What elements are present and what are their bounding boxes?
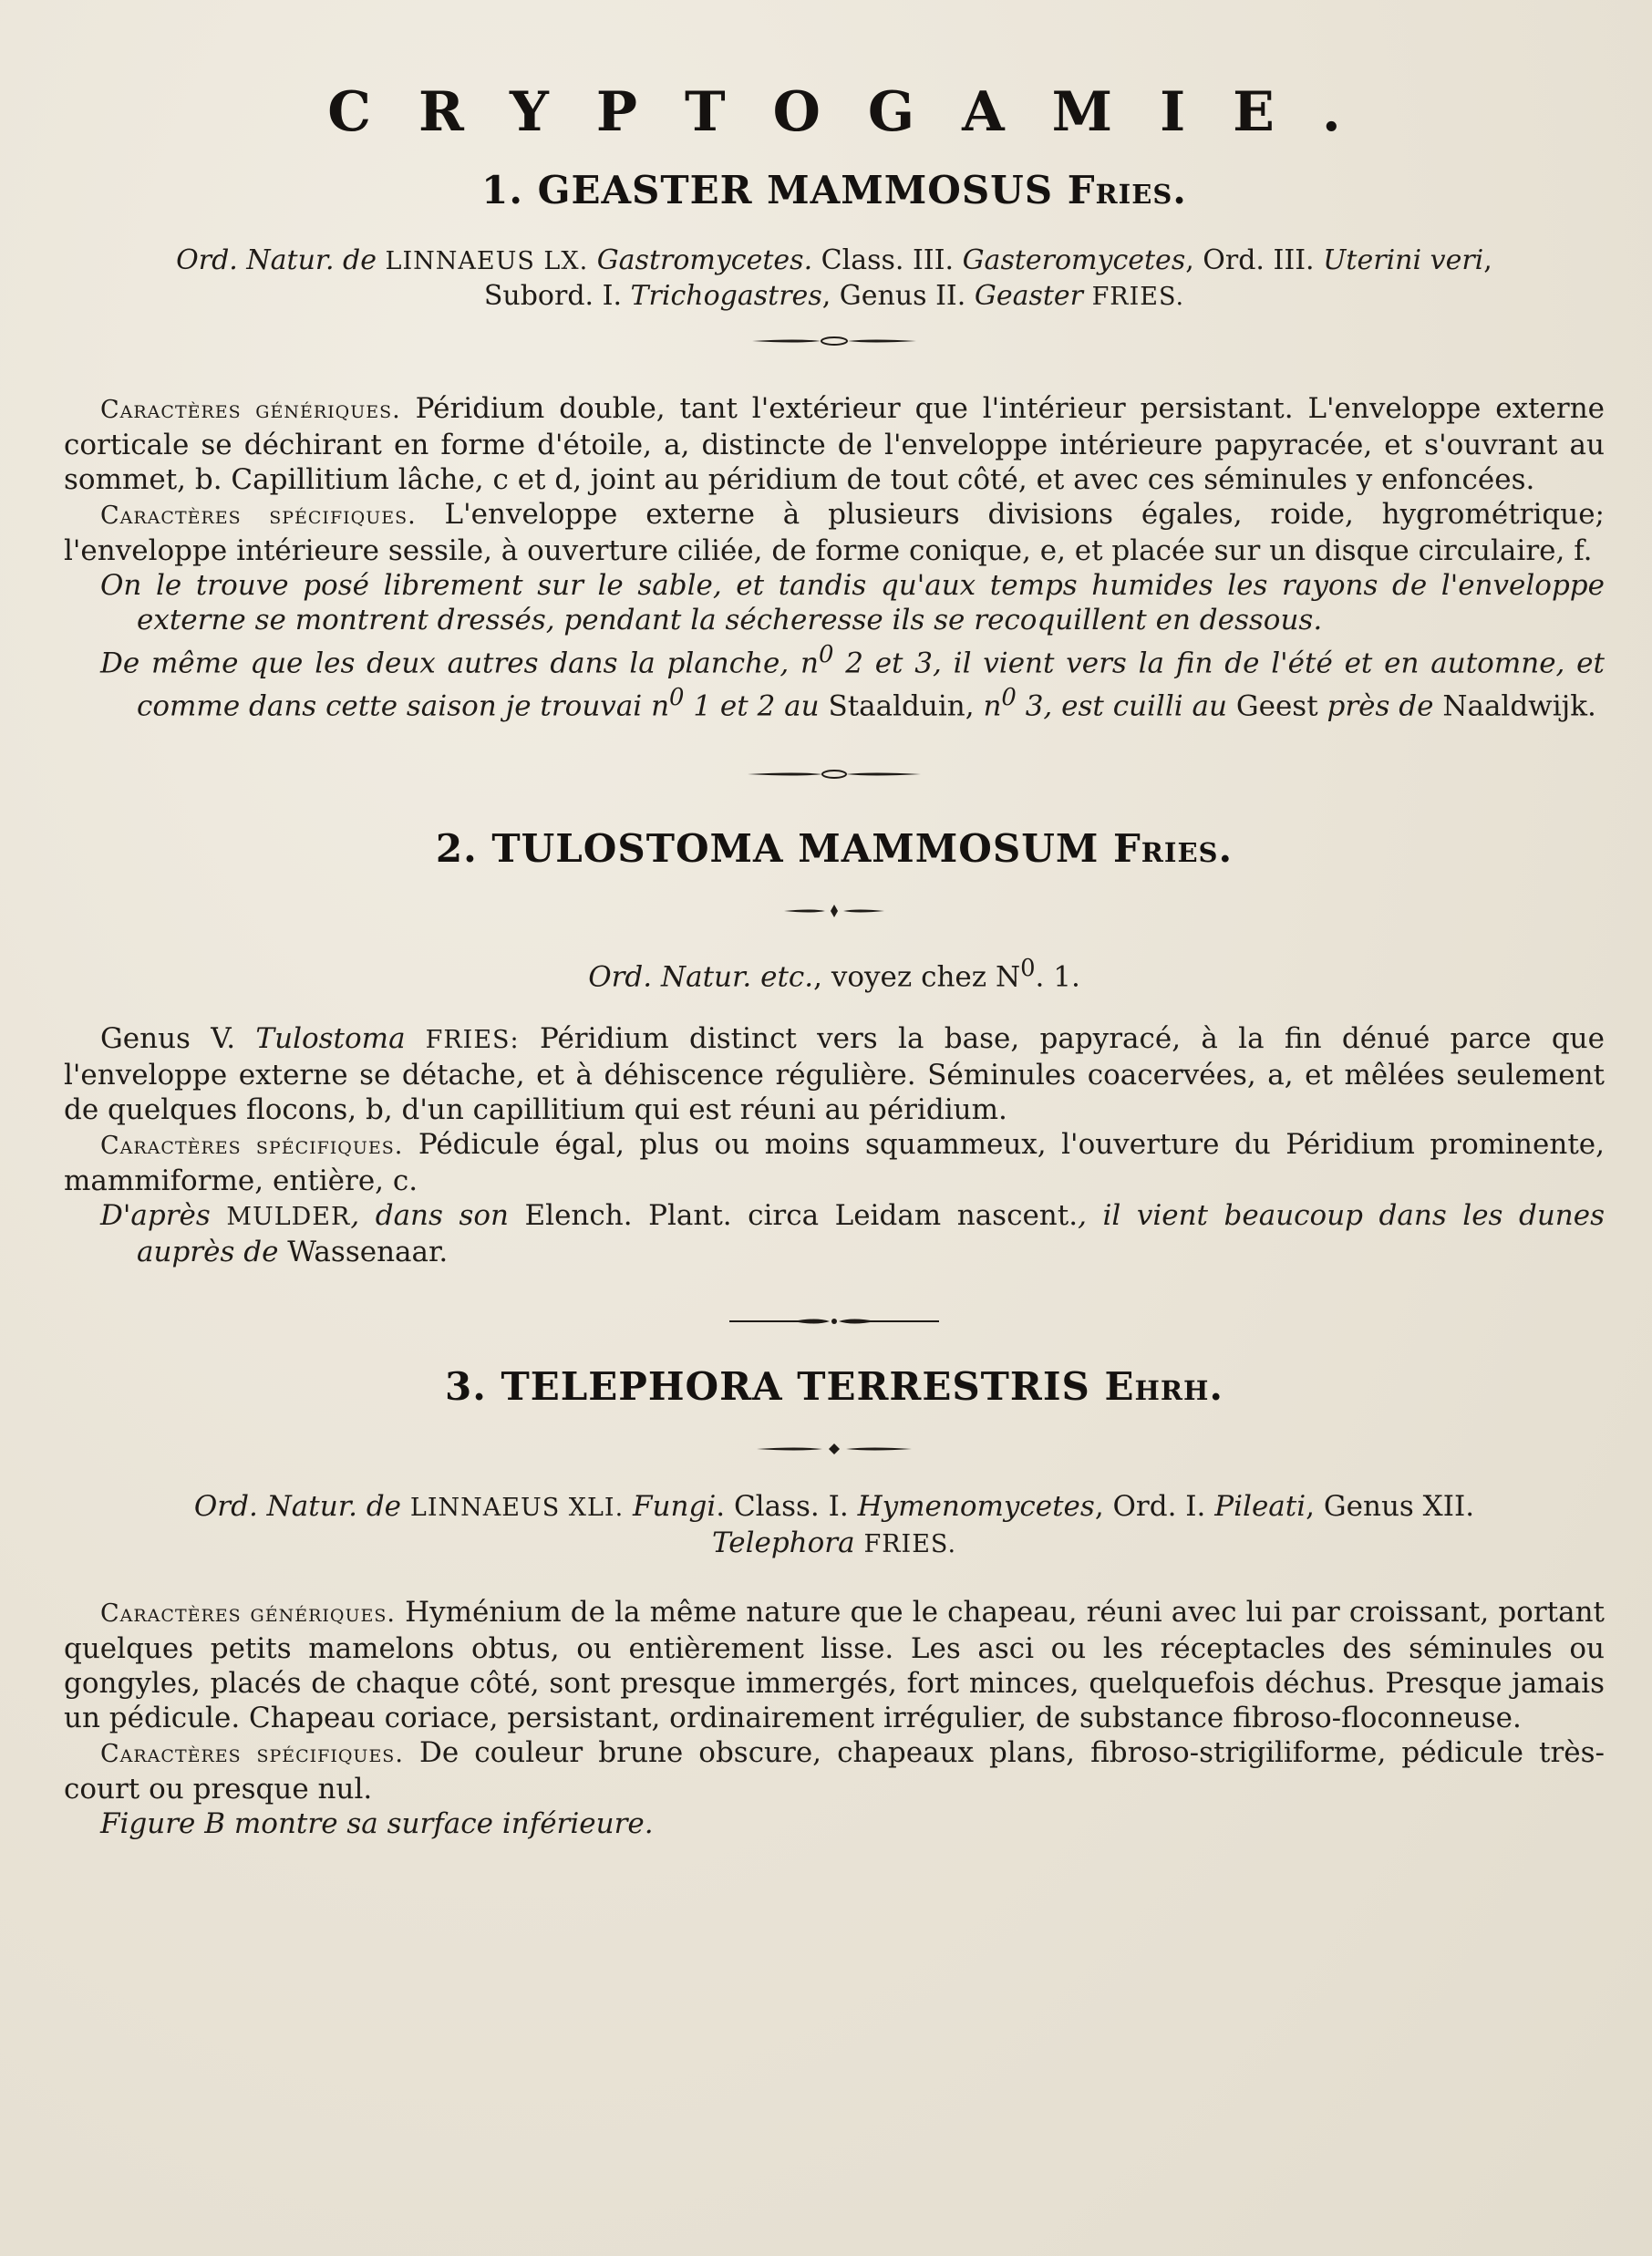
specific-label: Caractères spécifiques. bbox=[100, 1739, 404, 1768]
text-fragment: D'après bbox=[100, 1198, 227, 1232]
section-2-specific bbox=[64, 1127, 1605, 1198]
generic-text: Péridium double, tant l'extérieur que l'intérieur persistant. L'enveloppe externe corticale se déchirant en forme d'étoile, a, distincte de l'enveloppe intérieure papyracée, et s'ouvrant au sommet, b. Capillitium lâche, c et d, joint au péridium de tout côté, et avec ces séminules y enfoncées. bbox=[64, 392, 1606, 496]
section-3-generic bbox=[64, 1595, 1605, 1735]
text-fragment: , Genus XII. bbox=[1306, 1489, 1475, 1523]
text-fragment: Fungi bbox=[633, 1489, 717, 1523]
text-fragment: , dans son bbox=[350, 1198, 525, 1232]
text-fragment: LINNAEUS XLI. bbox=[409, 1493, 625, 1522]
text-fragment: Geest bbox=[1226, 689, 1327, 723]
text-fragment: , bbox=[1483, 244, 1492, 276]
text-fragment: près de bbox=[1327, 689, 1434, 723]
section-2-genus bbox=[64, 1021, 1605, 1127]
text-fragment: FRIES: bbox=[405, 1025, 520, 1054]
ornament-divider bbox=[729, 1315, 939, 1328]
text-fragment: 1 et 2 au bbox=[684, 689, 820, 723]
text-fragment: , voyez chez N bbox=[813, 959, 1021, 993]
text-fragment: Tulostoma bbox=[255, 1021, 406, 1055]
text-fragment: , Genus II. bbox=[821, 280, 966, 312]
section-2-author: Fries. bbox=[1112, 825, 1234, 871]
section-2-reference bbox=[64, 951, 1605, 994]
text-fragment: Telephora bbox=[711, 1526, 855, 1559]
text-fragment: . 1. bbox=[1035, 959, 1080, 993]
generic-label: Caractères génériques. bbox=[100, 396, 401, 424]
section-2-name: 2. TULOSTOMA MAMMOSUM bbox=[435, 825, 1100, 871]
page-title: CRYPTOGAMIE. bbox=[327, 80, 1389, 144]
text-fragment: 0 bbox=[1001, 684, 1017, 712]
text-fragment: Ord. Natur. de bbox=[193, 1489, 402, 1523]
text-fragment: Subord. I. bbox=[483, 280, 622, 312]
text-fragment: Pileati bbox=[1214, 1489, 1306, 1523]
generic-label: Caractères génériques. bbox=[100, 1599, 396, 1628]
text-fragment: Trichogastres bbox=[630, 280, 822, 312]
section-3-note: Figure B montre sa surface inférieure. bbox=[100, 1806, 654, 1840]
specific-text: Pédicule égal, plus ou moins squammeux, l'ouverture du Péridium prominente, mammiforme, entière, c. bbox=[64, 1127, 1605, 1197]
text-fragment: Naaldwijk. bbox=[1433, 689, 1596, 723]
specific-text: L'enveloppe externe à plusieurs divisions égales, roide, hygrométrique; l'enveloppe intérieure sessile, à ouverture ciliée, de forme conique, e, et placée sur un disque circulaire, f. bbox=[64, 498, 1605, 567]
section-1-note-2 bbox=[64, 637, 1605, 724]
section-1-generic bbox=[64, 391, 1605, 497]
text-fragment: Gasteromycetes bbox=[962, 244, 1186, 276]
text-fragment: Geaster bbox=[974, 280, 1084, 312]
text-fragment: 3, est cuilli au bbox=[1016, 689, 1227, 723]
text-fragment: Elench. Plant. circa Leidam nascent. bbox=[524, 1198, 1079, 1232]
ornament-divider bbox=[752, 335, 916, 347]
section-3-classification bbox=[64, 1489, 1605, 1562]
section-1-classification bbox=[64, 243, 1605, 315]
text-fragment: Ord. Natur. etc. bbox=[588, 959, 814, 993]
ornament-divider bbox=[748, 768, 921, 781]
section-3-specific bbox=[64, 1735, 1605, 1806]
text-fragment: Uterini veri bbox=[1323, 244, 1484, 276]
text-fragment: 2 et 3, il vient vers la fin de l'été et en automne, et comme dans cette saison je trouvai n bbox=[137, 647, 1605, 723]
text-fragment: FRIES. bbox=[863, 1529, 957, 1558]
ornament-divider bbox=[757, 1442, 912, 1456]
specific-label: Caractères spécifiques. bbox=[100, 1131, 404, 1160]
text-fragment: Staalduin, bbox=[819, 689, 984, 723]
text-fragment: FRIES. bbox=[1091, 283, 1185, 311]
text-fragment: , Ord. III. bbox=[1185, 244, 1315, 276]
text-fragment: Class. III. bbox=[821, 244, 955, 276]
text-fragment: n bbox=[983, 689, 1002, 723]
section-3-heading bbox=[64, 1364, 1605, 1409]
section-1-author: Fries. bbox=[1067, 168, 1187, 212]
section-1-specific bbox=[64, 497, 1605, 568]
specific-label: Caractères spécifiques. bbox=[100, 502, 417, 530]
text-fragment: MULDER bbox=[226, 1202, 351, 1231]
ornament-divider bbox=[784, 904, 884, 918]
text-fragment: 0 bbox=[669, 684, 685, 712]
text-fragment: , il vient beaucoup dans les dunes auprès de bbox=[137, 1198, 1606, 1268]
text-fragment: LINNAEUS LX. bbox=[385, 247, 589, 275]
generic-text: Hyménium de la même nature que le chapeau, réuni avec lui par croissant, portant quelques petits mamelons obtus, ou entièrement lisse. Les asci ou les réceptacles des séminules ou gongyles, placés de chaque côté, sont presque immergés, fort minces, quelquefois déchus. Presque jamais un pédicule. Chapeau coriace, persistant, ordinairement irrégulier, de substance fibroso-floconneuse. bbox=[64, 1595, 1606, 1734]
text-fragment: 0 bbox=[1020, 954, 1036, 982]
section-1-heading bbox=[64, 168, 1605, 212]
text-fragment: Gastromycetes. bbox=[596, 244, 813, 276]
section-3-author: Ehrh. bbox=[1104, 1363, 1224, 1409]
text-fragment: . Class. I. bbox=[716, 1489, 849, 1523]
specific-text: De couleur brune obscure, chapeaux plans, fibroso-strigiliforme, pédicule très-court ou presque nul. bbox=[64, 1735, 1605, 1806]
page bbox=[64, 80, 1605, 1841]
section-2-heading bbox=[64, 826, 1605, 871]
genus-text: Péridium distinct vers la base, papyracé, à la fin dénué parce que l'enveloppe externe se détache, et à déhiscence régulière. Séminules coacervées, a, et mêlées seulement de quelques flocons, b, d'un capillitium qui est réuni au péridium. bbox=[64, 1021, 1605, 1126]
text-fragment: Hymenomycetes bbox=[857, 1489, 1095, 1523]
section-1-note-1: On le trouve posé librement sur le sable, et tandis qu'aux temps humides les rayons de l'enveloppe externe se montrent dressés, pendant la sécheresse ils se recoquillent en dessous. bbox=[100, 569, 1605, 636]
text-fragment: Genus V. bbox=[100, 1021, 256, 1055]
text-fragment: 0 bbox=[818, 641, 834, 668]
text-fragment: Wassenaar. bbox=[287, 1235, 449, 1268]
text-fragment: , Ord. I. bbox=[1094, 1489, 1206, 1523]
text-fragment: Ord. Natur. de bbox=[176, 244, 377, 276]
section-1-name: 1. GEASTER MAMMOSUS bbox=[481, 168, 1054, 212]
text-fragment: De même que les deux autres dans la planche, n bbox=[100, 647, 819, 680]
section-3-name: 3. TELEPHORA TERRESTRIS bbox=[445, 1363, 1090, 1409]
section-2-note bbox=[64, 1198, 1605, 1269]
